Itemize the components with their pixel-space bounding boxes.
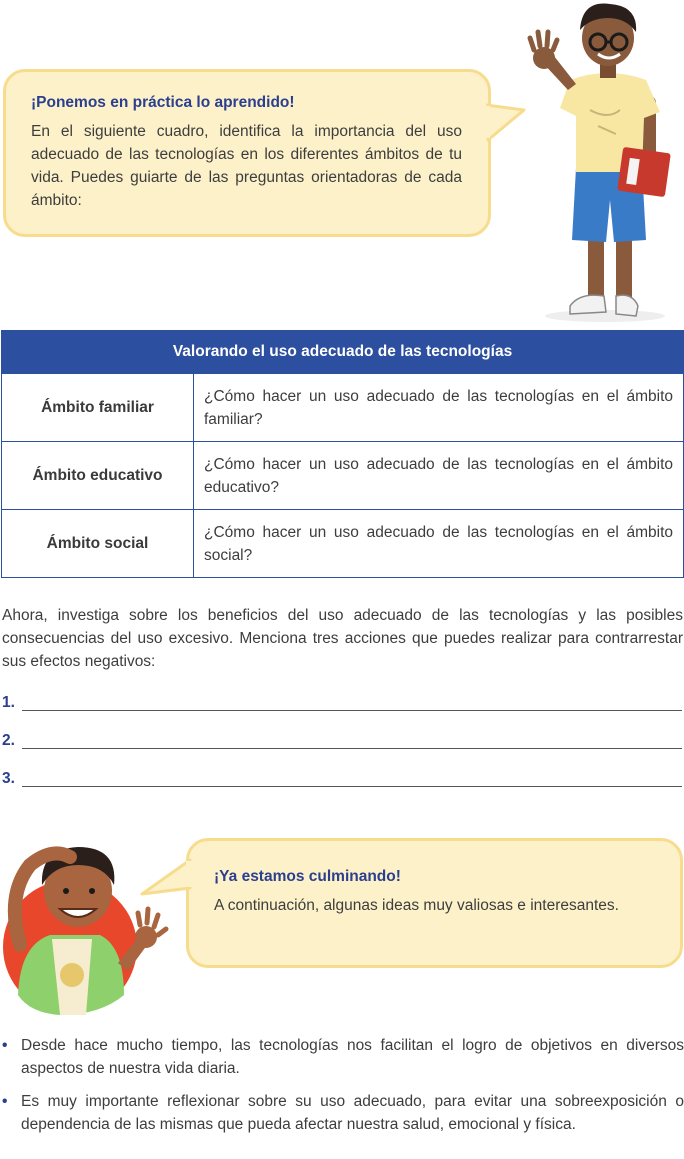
table-row [2, 510, 684, 578]
answer-number: 3. [2, 770, 15, 787]
table-row [2, 374, 684, 442]
row-question-educativo: ¿Cómo hacer un uso adecuado de las tecnologías en el ámbito educativo? [194, 442, 684, 510]
row-label-familiar: Ámbito familiar [2, 374, 194, 442]
bubble-title: ¡Ponemos en práctica lo aprendido! [31, 94, 295, 111]
answer-line-1[interactable] [2, 694, 682, 714]
answer-rule [22, 786, 682, 787]
table-header: Valorando el uso adecuado de las tecnologías [2, 331, 684, 374]
row-question-familiar: ¿Cómo hacer un uso adecuado de las tecnologías en el ámbito familiar? [194, 374, 684, 442]
bullet-text: Es muy importante reflexionar sobre su uso adecuado, para evitar una sobreexposición o dependencia de las mismas que pueda afectar nuestra salud, emocional y física. [21, 1093, 684, 1133]
speech-bubble-intro [3, 69, 491, 237]
answer-number: 2. [2, 732, 15, 749]
bubble-text: A continuación, algunas ideas muy valiosas e interesantes. [214, 897, 619, 914]
technology-use-table [1, 330, 684, 578]
bubble-title: ¡Ya estamos culminando! [214, 868, 401, 885]
answer-line-3[interactable] [2, 770, 682, 790]
answer-line-2[interactable] [2, 732, 682, 752]
bullet-icon: • [2, 1037, 8, 1054]
row-question-social: ¿Cómo hacer un uso adecuado de las tecnologías en el ámbito social? [194, 510, 684, 578]
table-row [2, 442, 684, 510]
answer-rule [22, 748, 682, 749]
bubble-text: En el siguiente cuadro, identifica la importancia del uso adecuado de las tecnologías en los diferentes ámbitos de tu vida. Puedes guiarte de las preguntas orientadoras de cada ámbito: [31, 123, 462, 209]
row-label-social: Ámbito social [2, 510, 194, 578]
row-label-educativo: Ámbito educativo [2, 442, 194, 510]
list-item [0, 1090, 684, 1136]
bullet-icon: • [2, 1093, 8, 1110]
speech-bubble-closing [186, 838, 683, 968]
answer-rule [22, 710, 682, 711]
bullet-text: Desde hace mucho tiempo, las tecnologías nos facilitan el logro de objetivos en diversos aspectos de nuestra vida diaria. [21, 1037, 684, 1077]
list-item [0, 1034, 684, 1080]
answer-number: 1. [2, 694, 15, 711]
key-ideas-list [0, 1034, 684, 1146]
speech-bubble-tail [140, 858, 192, 898]
boy-with-book-illustration [520, 0, 684, 325]
instruction-paragraph: Ahora, investiga sobre los beneficios del uso adecuado de las tecnologías y las posibles consecuencias del uso excesivo. Menciona tres acciones que puedes realizar para contrarrestar sus efectos negativos: [2, 607, 683, 670]
